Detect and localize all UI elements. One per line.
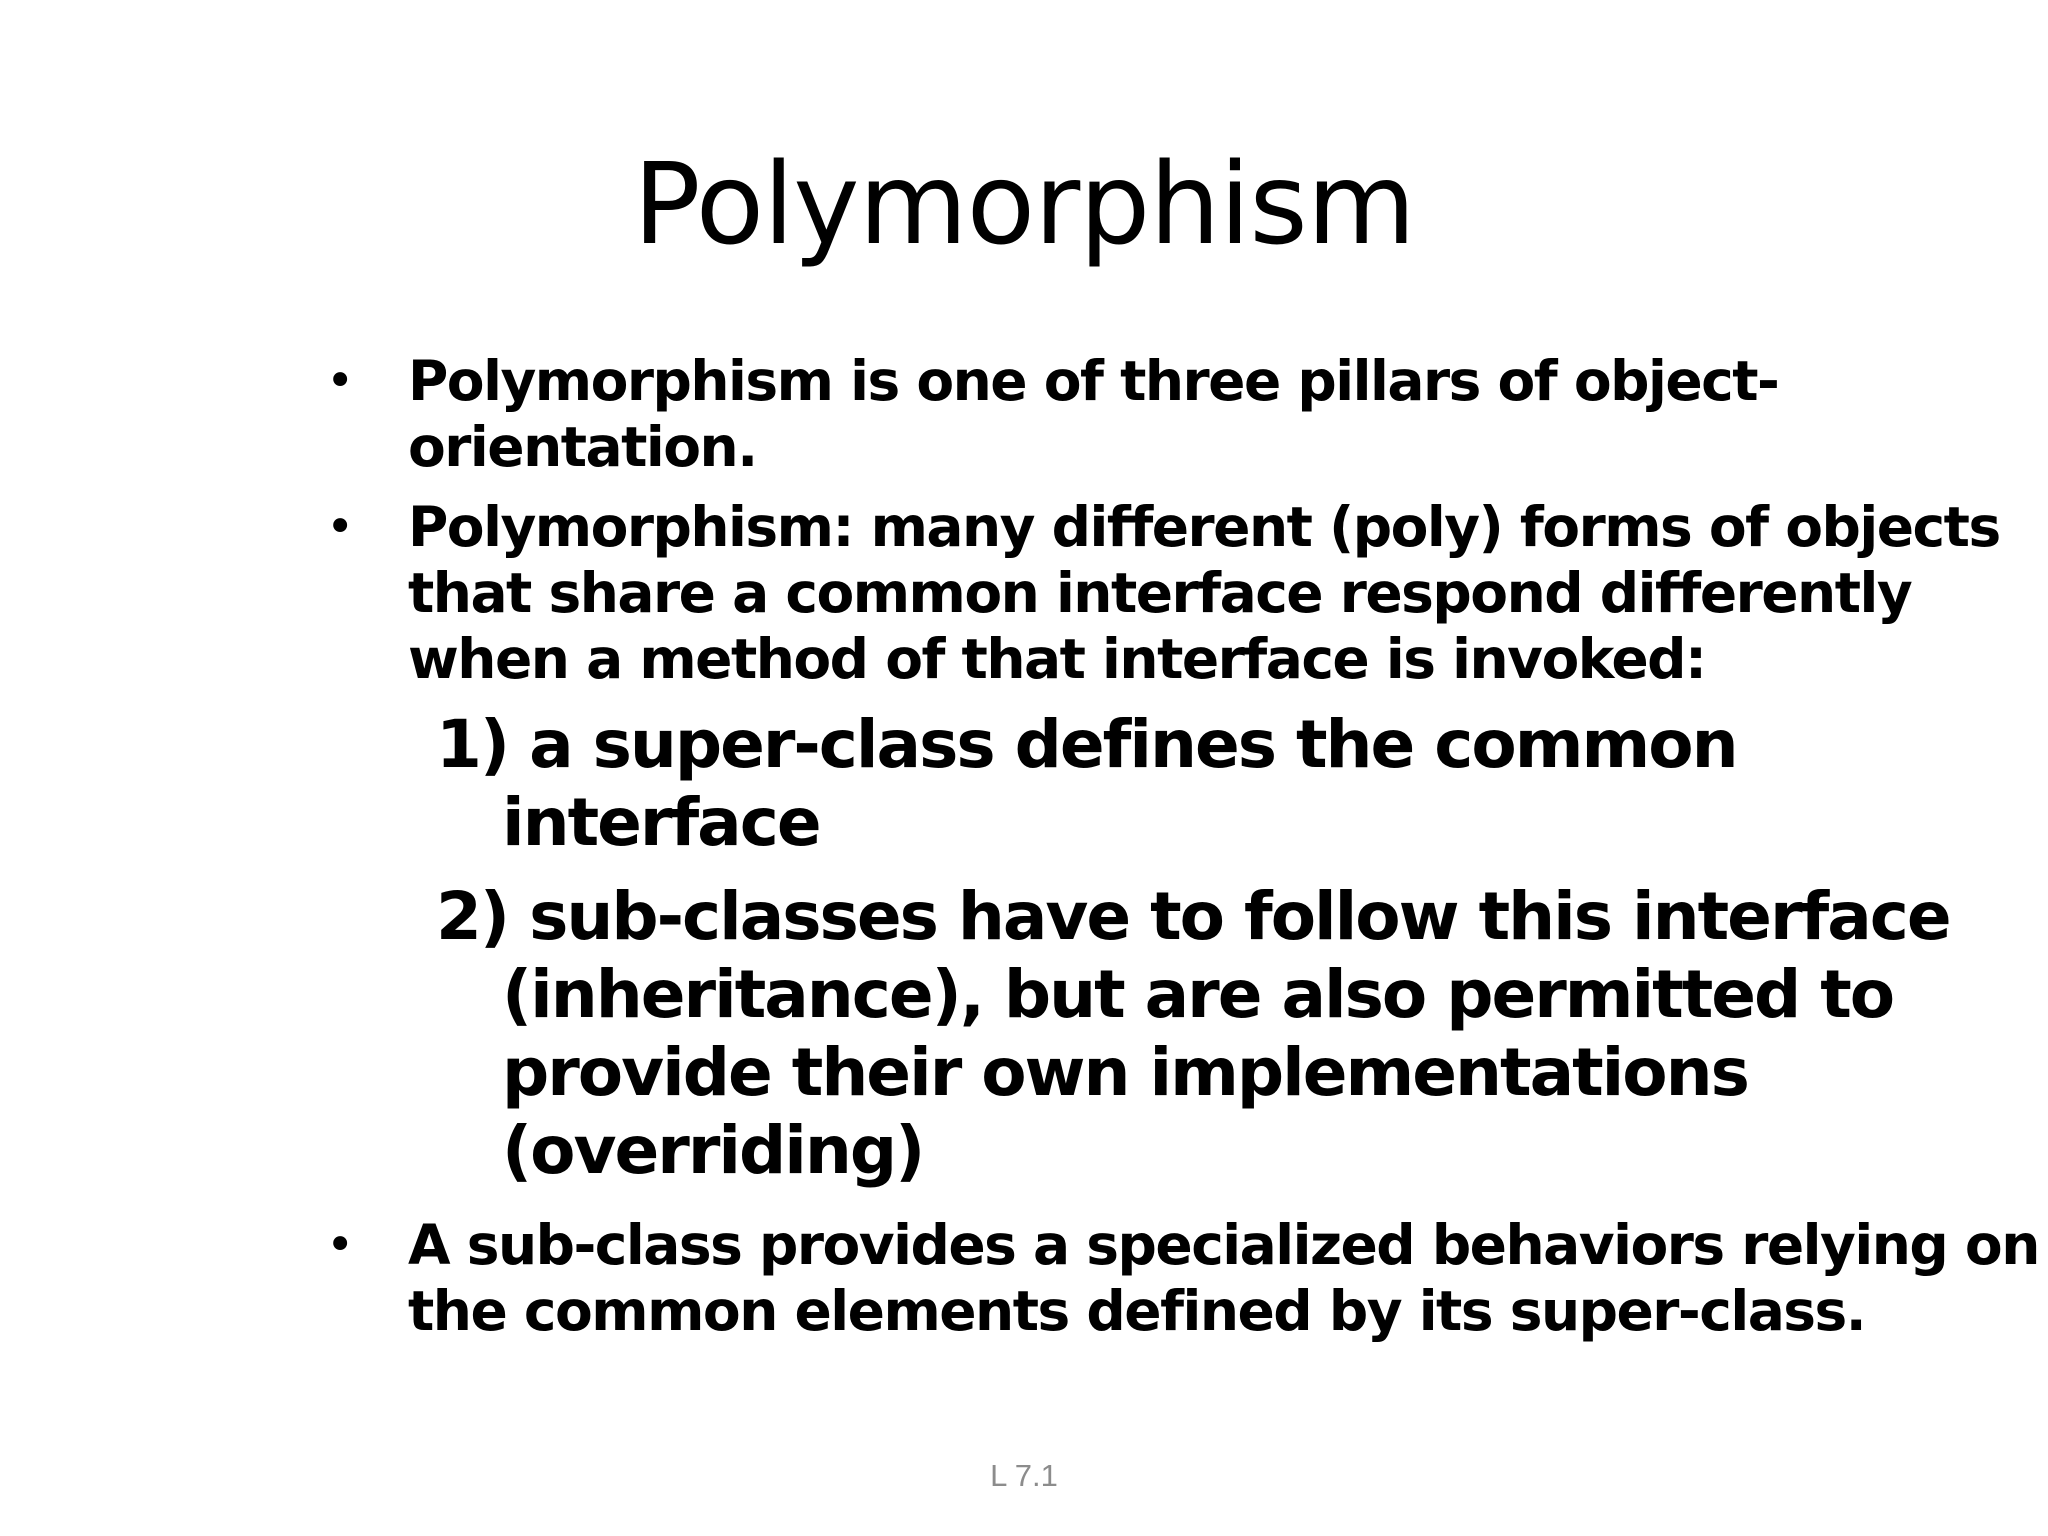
bullet-item [320,1212,2040,1344]
bullet-item [320,494,2040,692]
bullet-text: A sub-class provides a specialized behaviors relying on the common elements defined by its super-class. [408,1213,2039,1343]
slide-footer: L 7.1 [990,1458,1058,1493]
bullet-item [320,348,2040,480]
bullet-text: Polymorphism: many different (poly) forms of objects that share a common interface respond differently when a method of that interface is invoked: [408,495,2000,691]
slide-title: Polymorphism [633,140,1415,270]
bullet-icon: • [326,1217,353,1273]
numbered-sub-item: 1) a super-class defines the common interface [436,706,1737,861]
numbered-sub-item: 2) sub-classes have to follow this interface (inheritance), but are also permitted to provide their own implementations (overriding) [436,878,1950,1189]
slide-body [320,348,2040,1344]
bullet-text: Polymorphism is one of three pillars of object-orientation. [408,349,1779,479]
bullet-icon: • [326,499,353,555]
bullet-icon: • [326,353,353,409]
